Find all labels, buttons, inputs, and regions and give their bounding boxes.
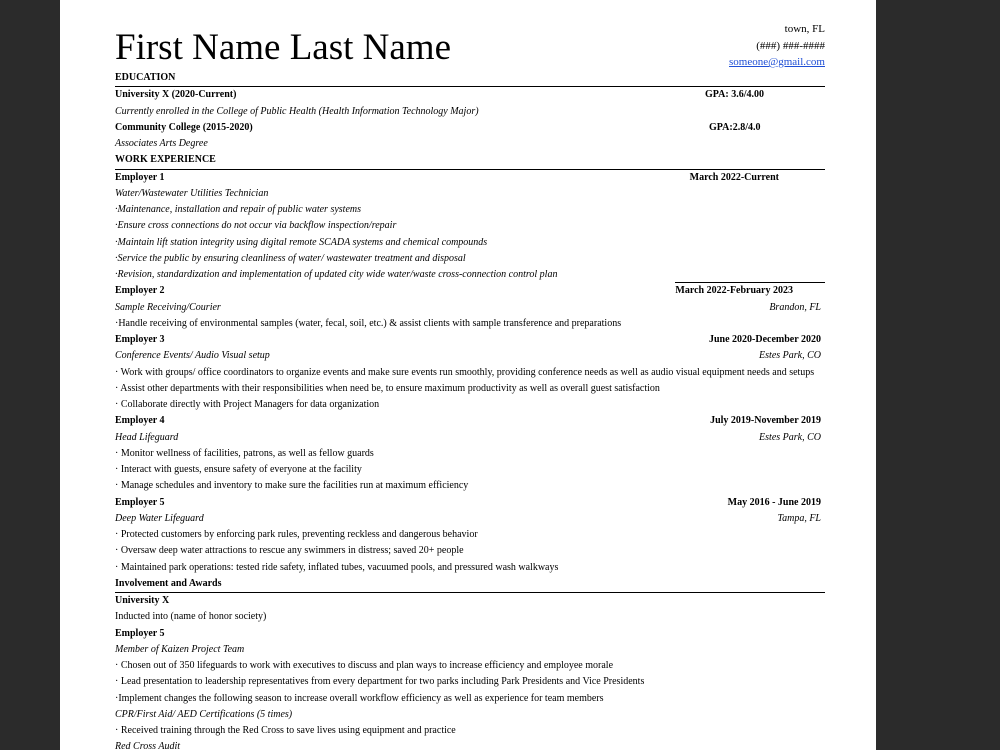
contact-phone: (###) ###-####	[756, 39, 825, 52]
job-role-row	[115, 511, 825, 527]
job-bullet: · Oversaw deep water attractions to rescue any swimmers in distress; saved 20+ people	[115, 545, 464, 557]
job-header	[115, 170, 825, 186]
job-bullet: · Monitor wellness of facilities, patrons, as well as fellow guards	[115, 447, 374, 459]
job-bullet	[115, 267, 825, 283]
job-bullet: ·Ensure cross connections do not occur via backflow inspection/repair	[115, 220, 397, 232]
school-gpa: GPA: 3.6/4.00	[705, 89, 764, 101]
job-role: Sample Receiving/Courier	[115, 301, 221, 313]
job-bullet-text: ·Revision, standardization and implementation of updated city wide water/waste cross-connection control plan	[115, 269, 558, 280]
education-school-1	[115, 87, 825, 103]
job-role-row	[115, 348, 825, 364]
contact-location: town, FL	[784, 23, 825, 35]
job-role-row	[115, 300, 825, 316]
job-header	[115, 413, 825, 429]
job-header	[115, 283, 825, 299]
involvement-bullet: · Lead presentation to leadership representatives from every department for two parks including Park Presidents and Vice Presidents	[115, 676, 645, 688]
job-role: Deep Water Lifeguard	[115, 512, 204, 524]
job-bullet: · Protected customers by enforcing park rules, preventing reckless and dangerous behavior	[115, 529, 478, 540]
audit-item: Red Cross Audit	[115, 741, 181, 750]
job-role: Conference Events/ Audio Visual setup	[115, 350, 270, 362]
employer-name: Employer 3	[115, 334, 165, 345]
contact-block	[729, 21, 825, 71]
involvement-heading: Involvement and Awards	[115, 576, 825, 593]
job-bullet: ·Service the public by ensuring cleanliness of water/ wastewater treatment and disposal	[115, 252, 466, 264]
involvement-role: Member of Kaizen Project Team	[115, 643, 245, 655]
job-bullet: · Interact with guests, ensure safety of everyone at the facility	[115, 464, 362, 475]
job-dates: July 2019-November 2019	[710, 415, 821, 427]
job-location: Brandon, FL	[769, 301, 821, 313]
involvement-org: University X	[115, 595, 170, 606]
contact-email-link[interactable]: someone@gmail.com	[729, 56, 825, 68]
involvement-bullet: ·Implement changes the following season to increase overall workflow efficiency as well as experience for team members	[115, 692, 604, 704]
job-bullet: ·Maintain lift station integrity using digital remote SCADA systems and chemical compounds	[115, 236, 488, 248]
certification: CPR/First Aid/ AED Certifications (5 times)	[115, 708, 293, 720]
job-role: Head Lifeguard	[115, 431, 179, 443]
certification-bullet: · Received training through the Red Cross to save lives using equipment and practice	[115, 725, 456, 736]
job-bullet: · Maintained park operations: tested ride safety, inflated tubes, vacuumed pools, and pressured wash walkways	[115, 561, 559, 573]
job-bullet: · Assist other departments with their responsibilities when need be, to ensure maximum productivity as well as overall guest satisfaction	[115, 382, 660, 394]
employer-name: Employer 1	[115, 171, 165, 183]
job-role-row	[115, 430, 825, 446]
resume-page	[60, 0, 876, 750]
job-header	[115, 332, 825, 348]
involvement-bullet: · Chosen out of 350 lifeguards to work with executives to discuss and plan ways to increase efficiency and employee morale	[115, 660, 614, 671]
employer-name: Employer 4	[115, 415, 165, 427]
job-location: Estes Park, CO	[759, 431, 821, 443]
education-school-2	[115, 120, 825, 136]
job-dates: March 2022-Current	[689, 171, 779, 183]
involvement-detail: Inducted into (name of honor society)	[115, 611, 267, 623]
job-dates: May 2016 - June 2019	[727, 496, 821, 508]
employer-name: Employer 5	[115, 496, 165, 508]
school-gpa: GPA:2.8/4.0	[709, 121, 761, 133]
job-bullet: · Collaborate directly with Project Managers for data organization	[115, 399, 380, 410]
job-header	[115, 495, 825, 511]
education-heading: EDUCATION	[115, 70, 825, 87]
involvement-org: Employer 5	[115, 627, 165, 639]
employer-name: Employer 2	[115, 285, 165, 297]
job-bullet: ·Maintenance, installation and repair of public water systems	[115, 204, 361, 215]
job-location: Estes Park, CO	[759, 350, 821, 362]
job-bullet: · Work with groups/ office coordinators to organize events and make sure events run smoothly, providing conference needs as well as audio visual equipment needs and setups	[115, 366, 815, 378]
resume-body	[115, 70, 825, 750]
job-location: Tampa, FL	[777, 512, 821, 524]
job-bullet: ·Handle receiving of environmental samples (water, fecal, soil, etc.) & assist clients with sample transference and preparations	[115, 317, 622, 329]
school-name: Community College (2015-2020)	[115, 121, 253, 133]
job-dates: March 2022-February 2023	[675, 285, 793, 297]
work-heading: WORK EXPERIENCE	[115, 152, 825, 169]
resume-name: First Name Last Name	[115, 27, 451, 68]
school-detail: Associates Arts Degree	[115, 138, 208, 149]
job-dates: June 2020-December 2020	[708, 334, 821, 345]
school-name: University X (2020-Current)	[115, 89, 237, 101]
job-bullet: · Manage schedules and inventory to make sure the facilities run at maximum efficiency	[115, 480, 469, 492]
job-role: Water/Wastewater Utilities Technician	[115, 187, 269, 199]
school-detail: Currently enrolled in the College of Public Health (Health Information Technology Major)	[115, 105, 479, 117]
